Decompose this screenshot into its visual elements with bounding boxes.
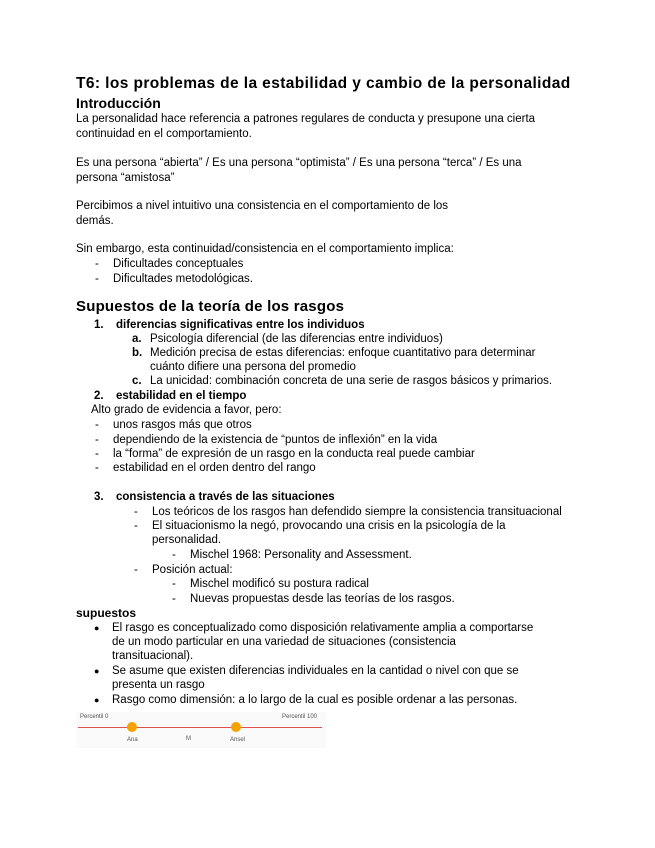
percentile-0-label: Percentil 0 (80, 714, 109, 720)
traits-item-1a (132, 332, 443, 346)
list-item (172, 592, 455, 606)
list-item (134, 519, 506, 533)
dash-marker: - (95, 273, 99, 285)
list-item-text: Mischel modificó su postura radical (190, 578, 369, 590)
item-number: 1. (94, 319, 104, 331)
dash-marker: - (172, 549, 176, 561)
list-item (94, 664, 519, 678)
list-item (95, 418, 252, 432)
item-label: diferencias significativas entre los individuos (116, 319, 365, 331)
point-label: Ana (127, 737, 138, 743)
list-item-text: Los teóricos de los rasgos han defendido siempre la consistencia transituacional (152, 506, 562, 518)
traits-item-1c (132, 374, 552, 388)
dash-marker: - (134, 506, 138, 518)
document-title: T6: los problemas de la estabilidad y cambio de la personalidad (76, 75, 571, 92)
percentile-100-label: Percentil 100 (282, 714, 318, 720)
traits-item-1b-line-2: cuánto difiere una persona del promedio (150, 361, 356, 373)
intro-heading: Introducción (76, 95, 161, 111)
item-number: 2. (94, 390, 104, 402)
list-item (95, 257, 243, 271)
item-text: Psicología diferencial (de las diferencias entre individuos) (150, 333, 443, 345)
dash-marker: - (95, 434, 99, 446)
traits-item-1b (132, 346, 535, 360)
list-item (172, 577, 369, 591)
dimension-line (78, 727, 322, 728)
item-letter: b. (132, 347, 143, 359)
list-item (172, 548, 412, 562)
item-number: 3. (94, 491, 104, 503)
item-text: Medición precisa de estas diferencias: enfoque cuantitativo para determinar (150, 347, 536, 359)
list-item-continuation: transituacional). (112, 650, 194, 662)
dimension-point-ana (127, 722, 137, 732)
intro-paragraph-4: Sin embargo, esta continuidad/consistencia en el comportamiento implica: (76, 243, 454, 255)
list-item-continuation: presenta un rasgo (112, 679, 205, 691)
bullet-marker: ● (94, 695, 100, 705)
intro-paragraph-3-line-2: demás. (76, 215, 114, 227)
list-item-continuation: personalidad. (152, 534, 222, 546)
list-item-text: Mischel 1968: Personality and Assessment. (190, 549, 412, 561)
dimension-point-ansel (231, 722, 241, 732)
dash-marker: - (134, 564, 138, 576)
list-item-text: dependiendo de la existencia de “puntos de inflexión” en la vida (113, 434, 438, 446)
item-letter: a. (132, 333, 142, 345)
list-item-text: Rasgo como dimensión: a lo largo de la cual es posible ordenar a las personas. (112, 694, 518, 706)
list-item-text: estabilidad en el orden dentro del rango (113, 462, 316, 474)
list-item-text: Posición actual: (152, 564, 233, 576)
list-item-text: El rasgo es conceptualizado como disposición relativamente amplia a comportarse (112, 622, 534, 634)
list-item-text: Se asume que existen diferencias individuales en la cantidad o nivel con que se (112, 665, 519, 677)
dash-marker: - (172, 593, 176, 605)
item-text: La unicidad: combinación concreta de una serie de rasgos básicos y primarios. (150, 375, 553, 387)
item-letter: c. (132, 375, 142, 387)
dash-marker: - (95, 462, 99, 474)
item-label: estabilidad en el tiempo (116, 390, 247, 402)
intro-paragraph-2-line-1: Es una persona “abierta” / Es una persona “optimista” / Es una persona “terca” / Es una (76, 157, 522, 169)
supuestos-heading: supuestos (76, 606, 137, 620)
list-item (95, 272, 253, 286)
list-item-text: El situacionismo la negó, provocando una crisis en la psicología de la (152, 520, 506, 532)
bullet-marker: ● (94, 623, 100, 633)
list-item (134, 563, 233, 577)
list-item (95, 447, 475, 461)
list-item (94, 693, 517, 707)
point-label: Ansel (230, 737, 246, 743)
intro-paragraph-1-line-1: La personalidad hace referencia a patrones regulares de conducta y presupone una cierta (76, 113, 536, 125)
list-item-text: la “forma” de expresión de un rasgo en la conducta real puede cambiar (113, 448, 475, 460)
intro-paragraph-3-line-1: Percibimos a nivel intuitivo una consistencia en el comportamiento de los (76, 200, 449, 212)
dash-marker: - (95, 258, 99, 270)
item-label: consistencia a través de las situaciones (116, 491, 335, 503)
list-item (94, 621, 533, 635)
bullet-marker: ● (94, 666, 100, 676)
traits-heading: Supuestos de la teoría de los rasgos (76, 298, 345, 315)
intro-paragraph-1-line-2: continuidad en el comportamiento. (76, 128, 252, 140)
traits-item-3 (94, 490, 335, 504)
list-item (134, 505, 562, 519)
intro-paragraph-2-line-2: persona “amistosa” (76, 172, 175, 184)
dash-marker: - (95, 448, 99, 460)
list-item-text: Nuevas propuestas desde las teorías de los rasgos. (190, 593, 455, 605)
list-item-continuation: de un modo particular en una variedad de situaciones (consistencia (112, 636, 456, 648)
list-item (95, 433, 437, 447)
list-item-text: Dificultades metodológicas. (113, 273, 253, 285)
point-label: M (186, 736, 191, 742)
dash-marker: - (134, 520, 138, 532)
dash-marker: - (172, 578, 176, 590)
list-item-text: unos rasgos más que otros (113, 419, 252, 431)
list-item (95, 461, 316, 475)
traits-item-2-intro: Alto grado de evidencia a favor, pero: (91, 404, 282, 416)
dash-marker: - (95, 419, 99, 431)
dimension-figure (76, 712, 326, 748)
traits-item-1 (94, 318, 365, 332)
traits-item-2 (94, 389, 246, 403)
list-item-text: Dificultades conceptuales (113, 258, 244, 270)
